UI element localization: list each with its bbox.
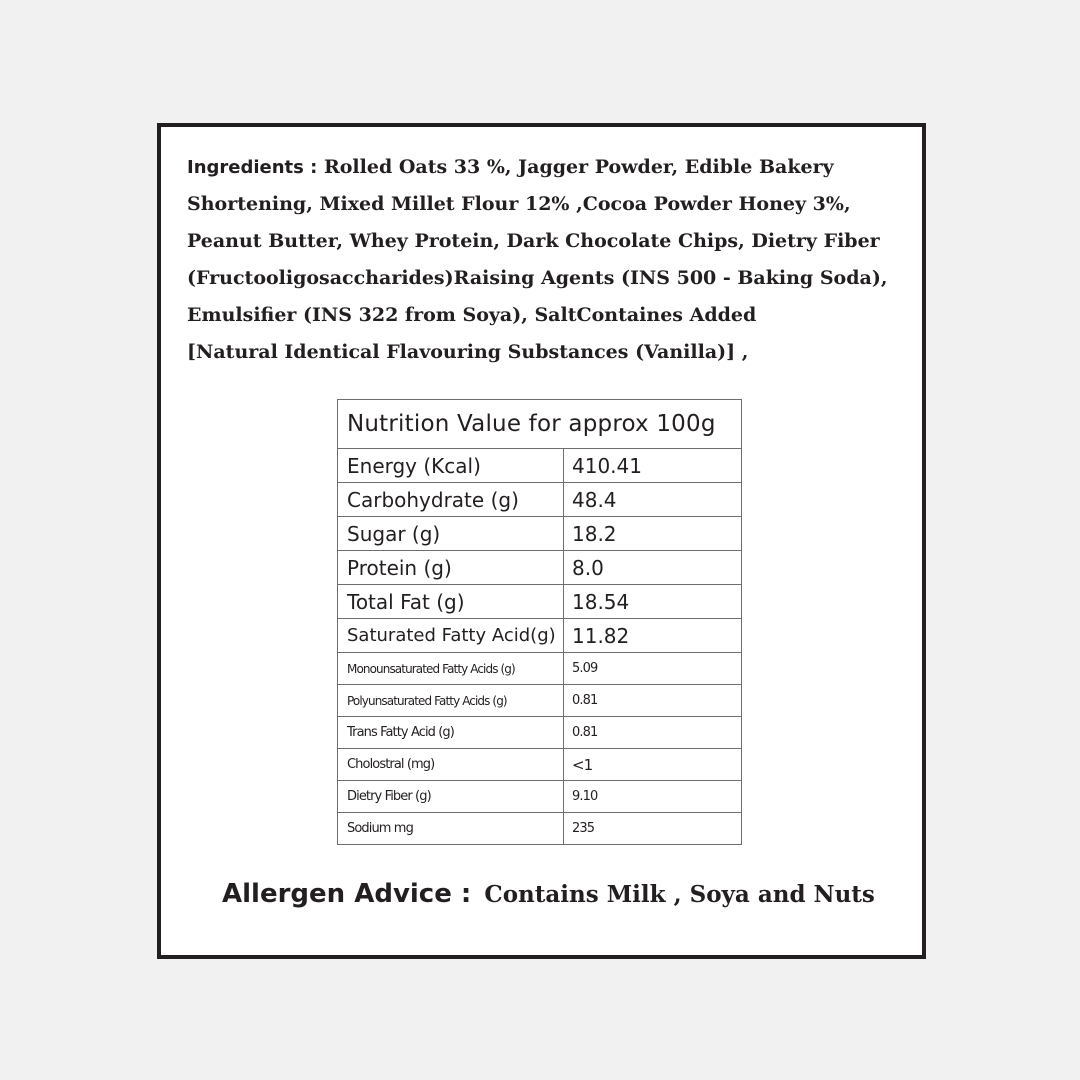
nutrient-name: Cholostral (mg) (338, 749, 564, 781)
table-row (338, 717, 742, 749)
nutrient-name: Dietry Fiber (g) (338, 781, 564, 813)
table-row (338, 449, 742, 483)
nutrient-name: Monounsaturated Fatty Acids (g) (338, 653, 564, 685)
nutrient-name: Sodium mg (338, 813, 564, 845)
ingredients-line: Shortening, Mixed Millet Flour 12% ,Cocoa Powder Honey 3%, (187, 193, 851, 215)
ingredients-line: Peanut Butter, Whey Protein, Dark Chocolate Chips, Dietry Fiber (187, 230, 880, 252)
table-row (338, 813, 742, 845)
ingredients-line: (Fructooligosaccharides)Raising Agents (INS 500 - Baking Soda), (187, 267, 888, 289)
nutrient-value: 0.81 (564, 685, 742, 717)
nutrient-name: Trans Fatty Acid (g) (338, 717, 564, 749)
table-row (338, 483, 742, 517)
allergen-advice (222, 879, 875, 909)
ingredients-line (187, 149, 917, 186)
nutrient-value: 8.0 (564, 551, 742, 585)
table-row (338, 619, 742, 653)
ingredients-line: [Natural Identical Flavouring Substances (Vanilla)] , (187, 341, 749, 363)
allergen-text: Contains Milk , Soya and Nuts (484, 881, 875, 908)
nutrient-value: 48.4 (564, 483, 742, 517)
nutrient-name: Saturated Fatty Acid(g) (338, 619, 564, 653)
ingredients-heading: Ingredients : (187, 157, 318, 178)
ingredients-text: Rolled Oats 33 %, Jagger Powder, Edible Bakery (323, 156, 834, 178)
ingredients-line: Emulsifier (INS 322 from Soya), SaltContaines Added (187, 304, 757, 326)
label-box (157, 123, 926, 959)
nutrition-title: Nutrition Value for approx 100g (338, 400, 742, 449)
table-row (338, 653, 742, 685)
nutrient-value: 9.10 (564, 781, 742, 813)
nutrient-name: Sugar (g) (338, 517, 564, 551)
table-row (338, 517, 742, 551)
table-row (338, 781, 742, 813)
nutrient-value: 235 (564, 813, 742, 845)
nutrition-table (337, 399, 742, 845)
nutrition-title-row (338, 400, 742, 449)
table-row (338, 749, 742, 781)
nutrient-value: <1 (564, 749, 742, 781)
nutrient-name: Protein (g) (338, 551, 564, 585)
nutrient-value: 11.82 (564, 619, 742, 653)
nutrient-value: 0.81 (564, 717, 742, 749)
nutrient-value: 410.41 (564, 449, 742, 483)
nutrient-name: Polyunsaturated Fatty Acids (g) (338, 685, 564, 717)
nutrient-name: Energy (Kcal) (338, 449, 564, 483)
ingredients-paragraph (187, 149, 917, 371)
allergen-heading: Allergen Advice : (222, 879, 472, 909)
table-row (338, 585, 742, 619)
nutrient-name: Carbohydrate (g) (338, 483, 564, 517)
nutrient-value: 18.54 (564, 585, 742, 619)
table-row (338, 685, 742, 717)
nutrient-name: Total Fat (g) (338, 585, 564, 619)
nutrient-value: 5.09 (564, 653, 742, 685)
nutrient-value: 18.2 (564, 517, 742, 551)
table-row (338, 551, 742, 585)
